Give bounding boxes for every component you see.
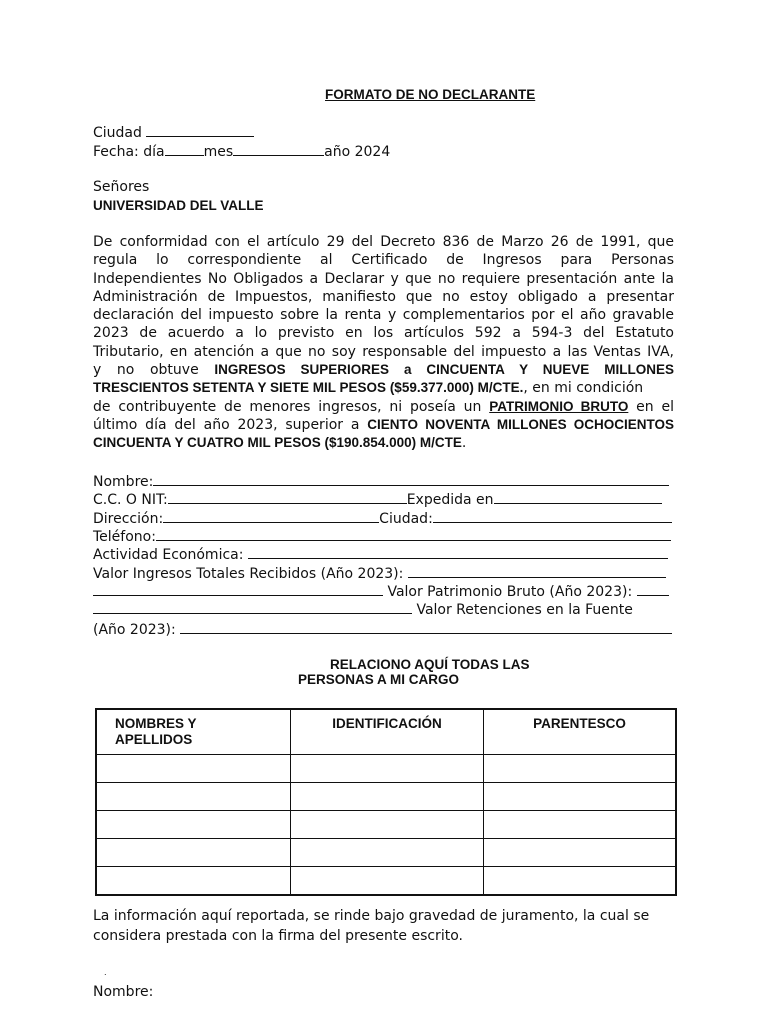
- actividad-label: Actividad Económica:: [93, 547, 244, 563]
- table-cell[interactable]: [96, 783, 291, 811]
- paragraph-line: De conformidad con el artículo 29 del Decreto 836 de Marzo 26 de 1991, que: [93, 234, 674, 250]
- telefono-blank[interactable]: [156, 527, 671, 541]
- table-row: [96, 811, 676, 839]
- table-cell[interactable]: [484, 811, 677, 839]
- cc-label: C.C. O NIT:: [93, 492, 168, 508]
- paragraph-line: Administración de Impuestos, manifiesto que no estoy obligado a presentar: [93, 288, 674, 305]
- dependents-table: [95, 708, 677, 896]
- retenciones-anio-label: (Año 2023):: [93, 622, 176, 638]
- table-cell[interactable]: [96, 839, 291, 867]
- direccion-label: Dirección:: [93, 511, 164, 527]
- paragraph-line: Independientes No Obligados a Declarar y que no requiere presentación ante la: [93, 270, 674, 287]
- expedida-label: Expedida en: [406, 492, 494, 508]
- table-cell[interactable]: [96, 867, 291, 896]
- patrimonio-field: [93, 582, 669, 601]
- ingresos-field: [93, 564, 666, 583]
- mes-label: mes: [203, 144, 234, 160]
- signature-nombre-label: Nombre:: [93, 984, 154, 1000]
- table-header-row: [96, 709, 676, 755]
- ingresos-blank-cont[interactable]: [93, 582, 383, 596]
- table-cell[interactable]: [291, 867, 484, 896]
- text-run: , en mi condición: [523, 380, 644, 397]
- table-cell[interactable]: [291, 755, 484, 783]
- ingresos-amount: TRESCIENTOS SETENTA Y SIETE MIL PESOS ($59.377.000) M/CTE.: [93, 380, 524, 396]
- form-title: FORMATO DE NO DECLARANTE: [325, 87, 536, 102]
- paragraph-line: regula lo correspondiente al Certificado de Ingresos para Personas: [93, 252, 674, 269]
- paragraph-line: 2023 de acuerdo a lo previsto en los artículos 592 a 594-3 del Estatuto: [93, 325, 674, 342]
- table-row: [96, 783, 676, 811]
- dia-blank[interactable]: [165, 142, 204, 156]
- telefono-label: Teléfono:: [93, 529, 156, 545]
- text-run: en el: [636, 398, 674, 415]
- actividad-blank[interactable]: [248, 545, 668, 559]
- dependents-heading-2: PERSONAS A MI CARGO: [298, 672, 460, 687]
- patrimonio-amount: CINCUENTA Y CUATRO MIL PESOS ($190.854.000) M/CTE: [93, 435, 462, 451]
- header-nombres: [96, 709, 291, 755]
- direccion-field: [93, 509, 672, 528]
- telefono-field: [93, 527, 671, 546]
- ingresos-label: Valor Ingresos Totales Recibidos (Año 2023):: [93, 566, 404, 582]
- mes-blank[interactable]: [233, 142, 324, 156]
- fecha-line: [93, 142, 390, 161]
- cc-field: [93, 490, 662, 509]
- table-cell[interactable]: [291, 839, 484, 867]
- table-row: [96, 867, 676, 896]
- paragraph-line: [93, 361, 674, 379]
- patrimonio-blank[interactable]: [637, 582, 669, 596]
- header-identificacion: IDENTIFICACIÓN: [291, 709, 484, 755]
- ciudad-field-label: Ciudad:: [379, 511, 433, 527]
- oath-line-1: La información aquí reportada, se rinde bajo gravedad de juramento, la cual se: [93, 908, 650, 924]
- fecha-label: Fecha: día: [93, 144, 165, 160]
- patrimonio-label: Valor Patrimonio Bruto (Año 2023):: [387, 584, 633, 600]
- stray-mark: .: [104, 968, 107, 977]
- expedida-blank[interactable]: [494, 490, 662, 504]
- retenciones-blank[interactable]: [180, 620, 672, 634]
- ingresos-blank[interactable]: [408, 564, 666, 578]
- retenciones-label: Valor Retenciones en la Fuente: [416, 602, 633, 618]
- patrimonio-threshold: CIENTO NOVENTA MILLONES OCHOCIENTOS: [367, 416, 674, 432]
- declaration-paragraph: [93, 233, 674, 453]
- ciudad-field-blank[interactable]: [433, 509, 672, 523]
- header-label: NOMBRES Y APELLIDOS: [115, 716, 197, 747]
- dependents-heading-1: RELACIONO AQUÍ TODAS LAS: [330, 657, 530, 672]
- ciudad-blank[interactable]: [146, 123, 254, 137]
- table-cell[interactable]: [291, 783, 484, 811]
- anio-label: año 2024: [324, 144, 391, 160]
- recipient-name: UNIVERSIDAD DEL VALLE: [93, 198, 264, 213]
- table-cell[interactable]: [484, 867, 677, 896]
- paragraph-line: Tributario, en atención a que no soy responsable del impuesto a las Ventas IVA,: [93, 343, 674, 360]
- table-cell[interactable]: [484, 839, 677, 867]
- paragraph-line: [93, 379, 674, 397]
- patrimonio-bruto-term: PATRIMONIO BRUTO: [489, 398, 629, 414]
- table-cell[interactable]: [96, 811, 291, 839]
- retenciones-field: [93, 600, 633, 619]
- table-cell[interactable]: [484, 783, 677, 811]
- table-cell[interactable]: [484, 755, 677, 783]
- table-cell[interactable]: [96, 755, 291, 783]
- text-run: y no obtuve: [93, 362, 199, 379]
- nombre-blank[interactable]: [153, 472, 669, 486]
- text-run: .: [461, 435, 467, 452]
- paragraph-line: [93, 416, 674, 434]
- table-cell[interactable]: [291, 811, 484, 839]
- ciudad-label: Ciudad: [93, 125, 142, 141]
- text-run: último día del año 2023, superior a: [93, 416, 360, 433]
- ciudad-line: [93, 123, 254, 142]
- ingresos-threshold: INGRESOS SUPERIORES a CINCUENTA Y NUEVE MILLONES: [214, 362, 674, 378]
- direccion-blank[interactable]: [163, 509, 379, 523]
- patrimonio-blank-cont[interactable]: [93, 600, 412, 614]
- header-parentesco: PARENTESCO: [484, 709, 677, 755]
- retenciones-anio-field: [93, 620, 672, 639]
- nombre-label: Nombre:: [93, 474, 154, 490]
- cc-blank[interactable]: [168, 490, 407, 504]
- table-row: [96, 839, 676, 867]
- text-run: de contribuyente de menores ingresos, ni poseía un: [93, 398, 482, 415]
- paragraph-line: [93, 434, 674, 452]
- paragraph-line: [93, 398, 674, 416]
- senores-label: Señores: [93, 179, 150, 195]
- oath-line-2: considera prestada con la firma del presente escrito.: [93, 928, 463, 944]
- paragraph-line: declaración del impuesto sobre la renta y complementarios por el año gravable: [93, 307, 674, 324]
- actividad-field: [93, 545, 668, 564]
- table-row: [96, 755, 676, 783]
- nombre-field: [93, 472, 669, 491]
